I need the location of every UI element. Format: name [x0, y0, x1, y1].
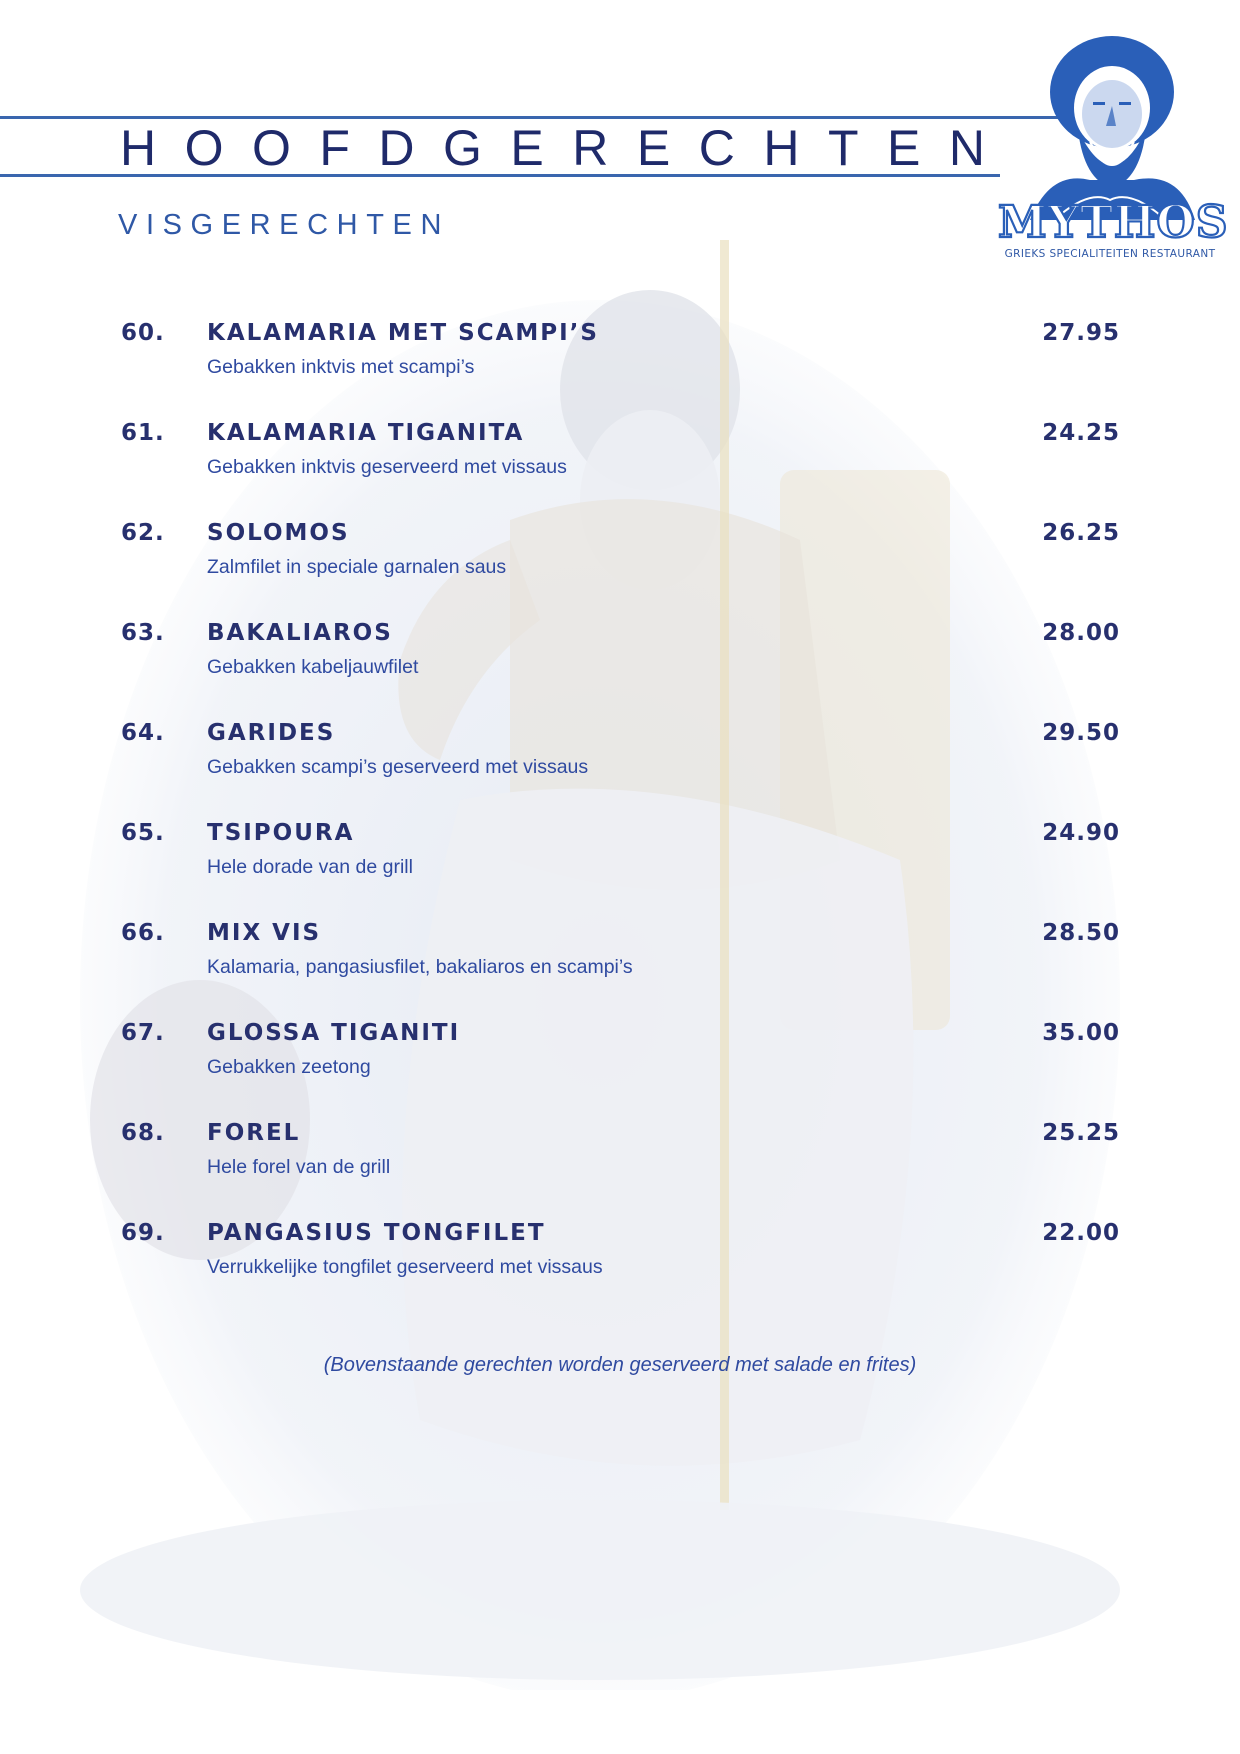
item-number: 66. — [121, 920, 165, 946]
item-name: KALAMARIA MET SCAMPI’S — [207, 320, 599, 346]
item-name: GLOSSA TIGANITI — [207, 1020, 461, 1046]
item-number: 65. — [121, 820, 165, 846]
item-description: Gebakken kabeljauwfilet — [207, 656, 419, 678]
item-description: Zalmfilet in speciale garnalen saus — [207, 556, 507, 578]
item-number: 67. — [121, 1020, 165, 1046]
item-price: 29.50 — [1042, 720, 1120, 746]
item-name: MIX VIS — [207, 920, 322, 946]
menu-item — [0, 818, 1240, 918]
item-price: 28.50 — [1042, 920, 1120, 946]
item-price: 22.00 — [1042, 1220, 1120, 1246]
item-description: Hele dorade van de grill — [207, 856, 413, 878]
serving-footnote — [0, 1354, 1240, 1377]
menu-item — [0, 518, 1240, 618]
menu-item — [0, 318, 1240, 418]
item-name: TSIPOURA — [207, 820, 355, 846]
item-price: 25.25 — [1042, 1120, 1120, 1146]
item-number: 63. — [121, 620, 165, 646]
logo-wordmark: MYTHOS — [998, 197, 1229, 248]
item-number: 69. — [121, 1220, 165, 1246]
item-name: GARIDES — [207, 720, 336, 746]
section-subtitle: VISGERECHTEN — [118, 209, 451, 241]
menu-item — [0, 918, 1240, 1018]
item-description: Gebakken inktvis geserveerd met vissaus — [207, 456, 567, 478]
mythos-logo — [990, 30, 1230, 270]
item-name: PANGASIUS TONGFILET — [207, 1220, 546, 1246]
menu-item — [0, 618, 1240, 718]
item-number: 62. — [121, 520, 165, 546]
menu-item — [0, 1218, 1240, 1318]
item-name: KALAMARIA TIGANITA — [207, 420, 525, 446]
menu-item — [0, 1118, 1240, 1218]
item-name: FOREL — [207, 1120, 301, 1146]
item-description: Gebakken zeetong — [207, 1056, 371, 1078]
item-description: Hele forel van de grill — [207, 1156, 391, 1178]
item-number: 60. — [121, 320, 165, 346]
page-title: HOOFDGERECHTEN — [120, 120, 1014, 176]
menu-item — [0, 1018, 1240, 1118]
item-price: 24.90 — [1042, 820, 1120, 846]
footnote-text: (Bovenstaande gerechten worden geserveerd met salade en frites) — [323, 1354, 917, 1376]
item-price: 24.25 — [1042, 420, 1120, 446]
item-number: 68. — [121, 1120, 165, 1146]
item-description: Gebakken inktvis met scampi’s — [207, 356, 475, 378]
item-description: Kalamaria, pangasiusfilet, bakaliaros en scampi’s — [207, 956, 633, 978]
menu-list — [0, 318, 1240, 1318]
item-price: 35.00 — [1042, 1020, 1120, 1046]
menu-item — [0, 418, 1240, 518]
item-price: 28.00 — [1042, 620, 1120, 646]
item-number: 64. — [121, 720, 165, 746]
item-description: Verrukkelijke tongfilet geserveerd met vissaus — [207, 1256, 603, 1278]
item-price: 27.95 — [1042, 320, 1120, 346]
item-name: SOLOMOS — [207, 520, 350, 546]
item-name: BAKALIAROS — [207, 620, 393, 646]
item-price: 26.25 — [1042, 520, 1120, 546]
item-number: 61. — [121, 420, 165, 446]
logo-tagline: GRIEKS SPECIALITEITEN RESTAURANT — [1004, 248, 1216, 260]
item-description: Gebakken scampi’s geserveerd met vissaus — [207, 756, 589, 778]
menu-item — [0, 718, 1240, 818]
